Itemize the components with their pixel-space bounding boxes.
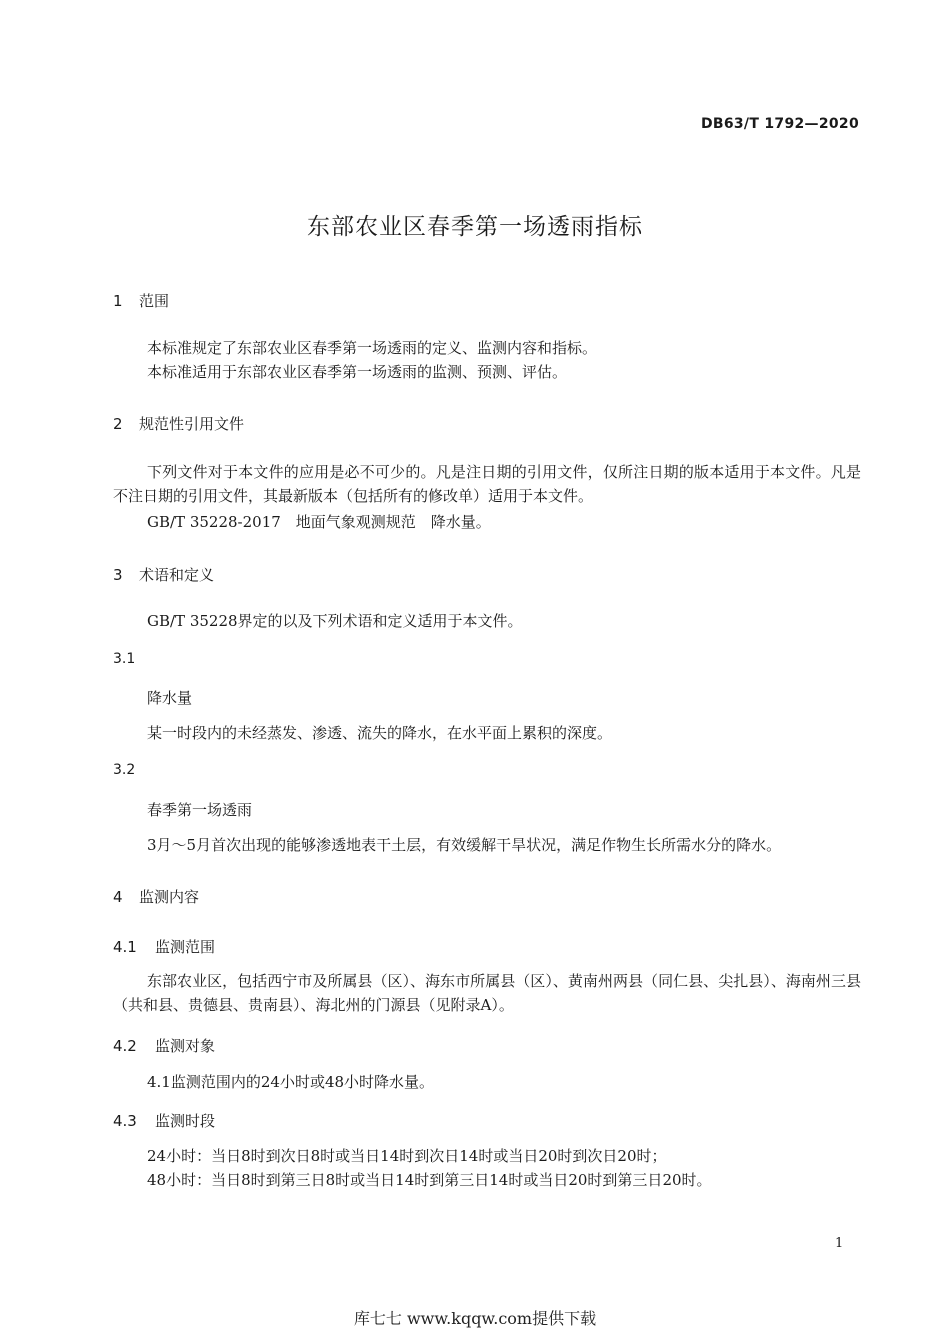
section-number: 1: [113, 292, 123, 310]
section-title: 监测内容: [139, 888, 200, 906]
term-name: 降水量: [147, 689, 193, 707]
subsection-title: 监测范围: [155, 938, 216, 956]
paragraph: GB/T 35228界定的以及下列术语和定义适用于本文件。: [147, 612, 523, 630]
paragraph: 本标准适用于东部农业区春季第一场透雨的监测、预测、评估。: [147, 363, 568, 381]
section-title: 规范性引用文件: [139, 415, 245, 433]
term-number: 3.2: [113, 762, 136, 778]
paragraph: 下列文件对于本文件的应用是必不可少的。凡是注日期的引用文件，仅所注日期的版本适用于本文件。凡是不注日期的引用文件，其最新版本（包括所有的修改单）适用于本文件。: [113, 463, 861, 505]
section-heading-2: [113, 413, 244, 434]
section-heading-4: [113, 886, 199, 907]
section-number: 2: [113, 415, 123, 433]
footer-download-note: 库七七 www.kqqw.com提供下载: [353, 1309, 597, 1328]
paragraph: 4.1监测范围内的24小时或48小时降水量。: [147, 1073, 435, 1091]
page-number: 1: [835, 1236, 844, 1251]
paragraph: 本标准规定了东部农业区春季第一场透雨的定义、监测内容和指标。: [147, 339, 598, 357]
subsection-number: 4.3: [113, 1112, 137, 1130]
term-name: 春季第一场透雨: [147, 801, 253, 819]
term-number: 3.1: [113, 651, 136, 667]
subsection-title: 监测对象: [155, 1037, 216, 1055]
standard-code: DB63/T 1792—2020: [700, 116, 859, 132]
time-period-line: 24小时：当日8时到次日8时或当日14时到次日14时或当日20时到次日20时；: [147, 1147, 667, 1165]
subsection-number: 4.1: [113, 938, 137, 956]
subsection-title: 监测时段: [155, 1112, 216, 1130]
reference-item: GB/T 35228-2017 地面气象观测规范 降水量。: [147, 513, 491, 531]
section-heading-3: [113, 564, 214, 585]
section-title: 术语和定义: [139, 566, 215, 584]
term-definition: 某一时段内的未经蒸发、渗透、流失的降水，在水平面上累积的深度。: [147, 724, 613, 742]
subsection-heading: [113, 1035, 215, 1056]
subsection-heading: [113, 936, 215, 957]
section-number: 3: [113, 566, 123, 584]
subsection-heading: [113, 1110, 215, 1131]
time-period-line: 48小时：当日8时到第三日8时或当日14时到第三日14时或当日20时到第三日20时。: [147, 1171, 712, 1189]
section-number: 4: [113, 888, 123, 906]
section-title: 范围: [139, 292, 170, 310]
term-definition: 3月～5月首次出现的能够渗透地表干土层，有效缓解干旱状况，满足作物生长所需水分的降水。: [147, 836, 782, 854]
paragraph: 东部农业区，包括西宁市及所属县（区）、海东市所属县（区）、黄南州两县（同仁县、尖扎县）、海南州三县（共和县、贵德县、贵南县）、海北州的门源县（见附录A）。: [113, 972, 861, 1014]
section-heading-1: [113, 290, 169, 311]
subsection-number: 4.2: [113, 1037, 137, 1055]
document-title: 东部农业区春季第一场透雨指标: [307, 214, 643, 240]
